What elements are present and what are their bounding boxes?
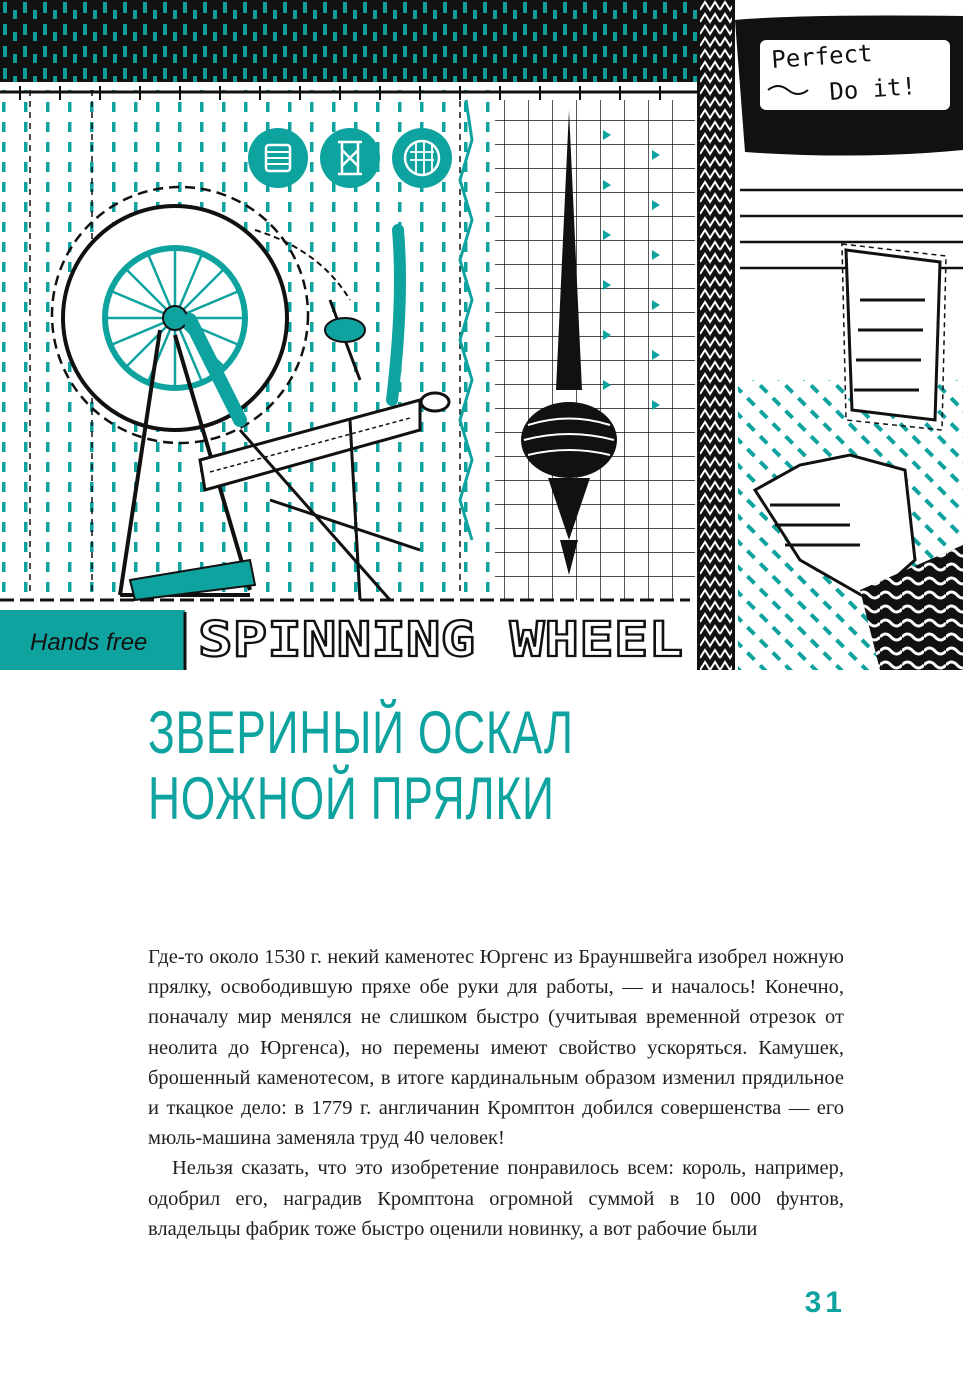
body-text	[148, 942, 844, 1244]
hands-free-label: Hands free	[30, 629, 148, 656]
page-number: 31	[804, 1286, 846, 1319]
badge-doit-text: Do it!	[828, 72, 917, 106]
spool-icon	[248, 128, 308, 188]
thread-icon	[320, 128, 380, 188]
spinning-wheel-banner: SPINNING WHEEL	[198, 612, 683, 668]
chapter-title-line-2: НОЖНОЙ ПРЯЛКИ	[148, 765, 555, 832]
paragraph-2: Нельзя сказать, что это изобретение понравилось всем: король, например, одобрил его, наградив Кромптона огромной суммой в 10 000 фунтов, владельцы фабрик тоже быстро оценили новинку, а вот рабочие были	[148, 1157, 844, 1240]
chapter-title	[148, 700, 710, 832]
chapter-title-line-1: ЗВЕРИНЫЙ ОСКАЛ	[148, 699, 574, 766]
spinning-wheel-illustration	[0, 0, 963, 670]
fabric-icon	[392, 128, 452, 188]
badge-perfect-text: Perfect	[770, 38, 874, 74]
paragraph-1: Где-то около 1530 г. некий каменотес Юргенс из Брауншвейга изобрел ножную прялку, освободившую пряхе обе руки для работы, — и началось! Конечно, поначалу мир менялся не слишком быстро (учитывая временной отрезок от неолита до Юргенса), но перемены имеют свойство ускоряться. Камушек, брошенный каменотесом, в итоге кардинальным образом изменил прядильное и ткацкое дело: в 1779 г. англичанин Кромптон добился совершенства — его мюль-машина заменяла труд 40 человек!	[148, 946, 844, 1150]
comb-graphic	[842, 244, 946, 430]
